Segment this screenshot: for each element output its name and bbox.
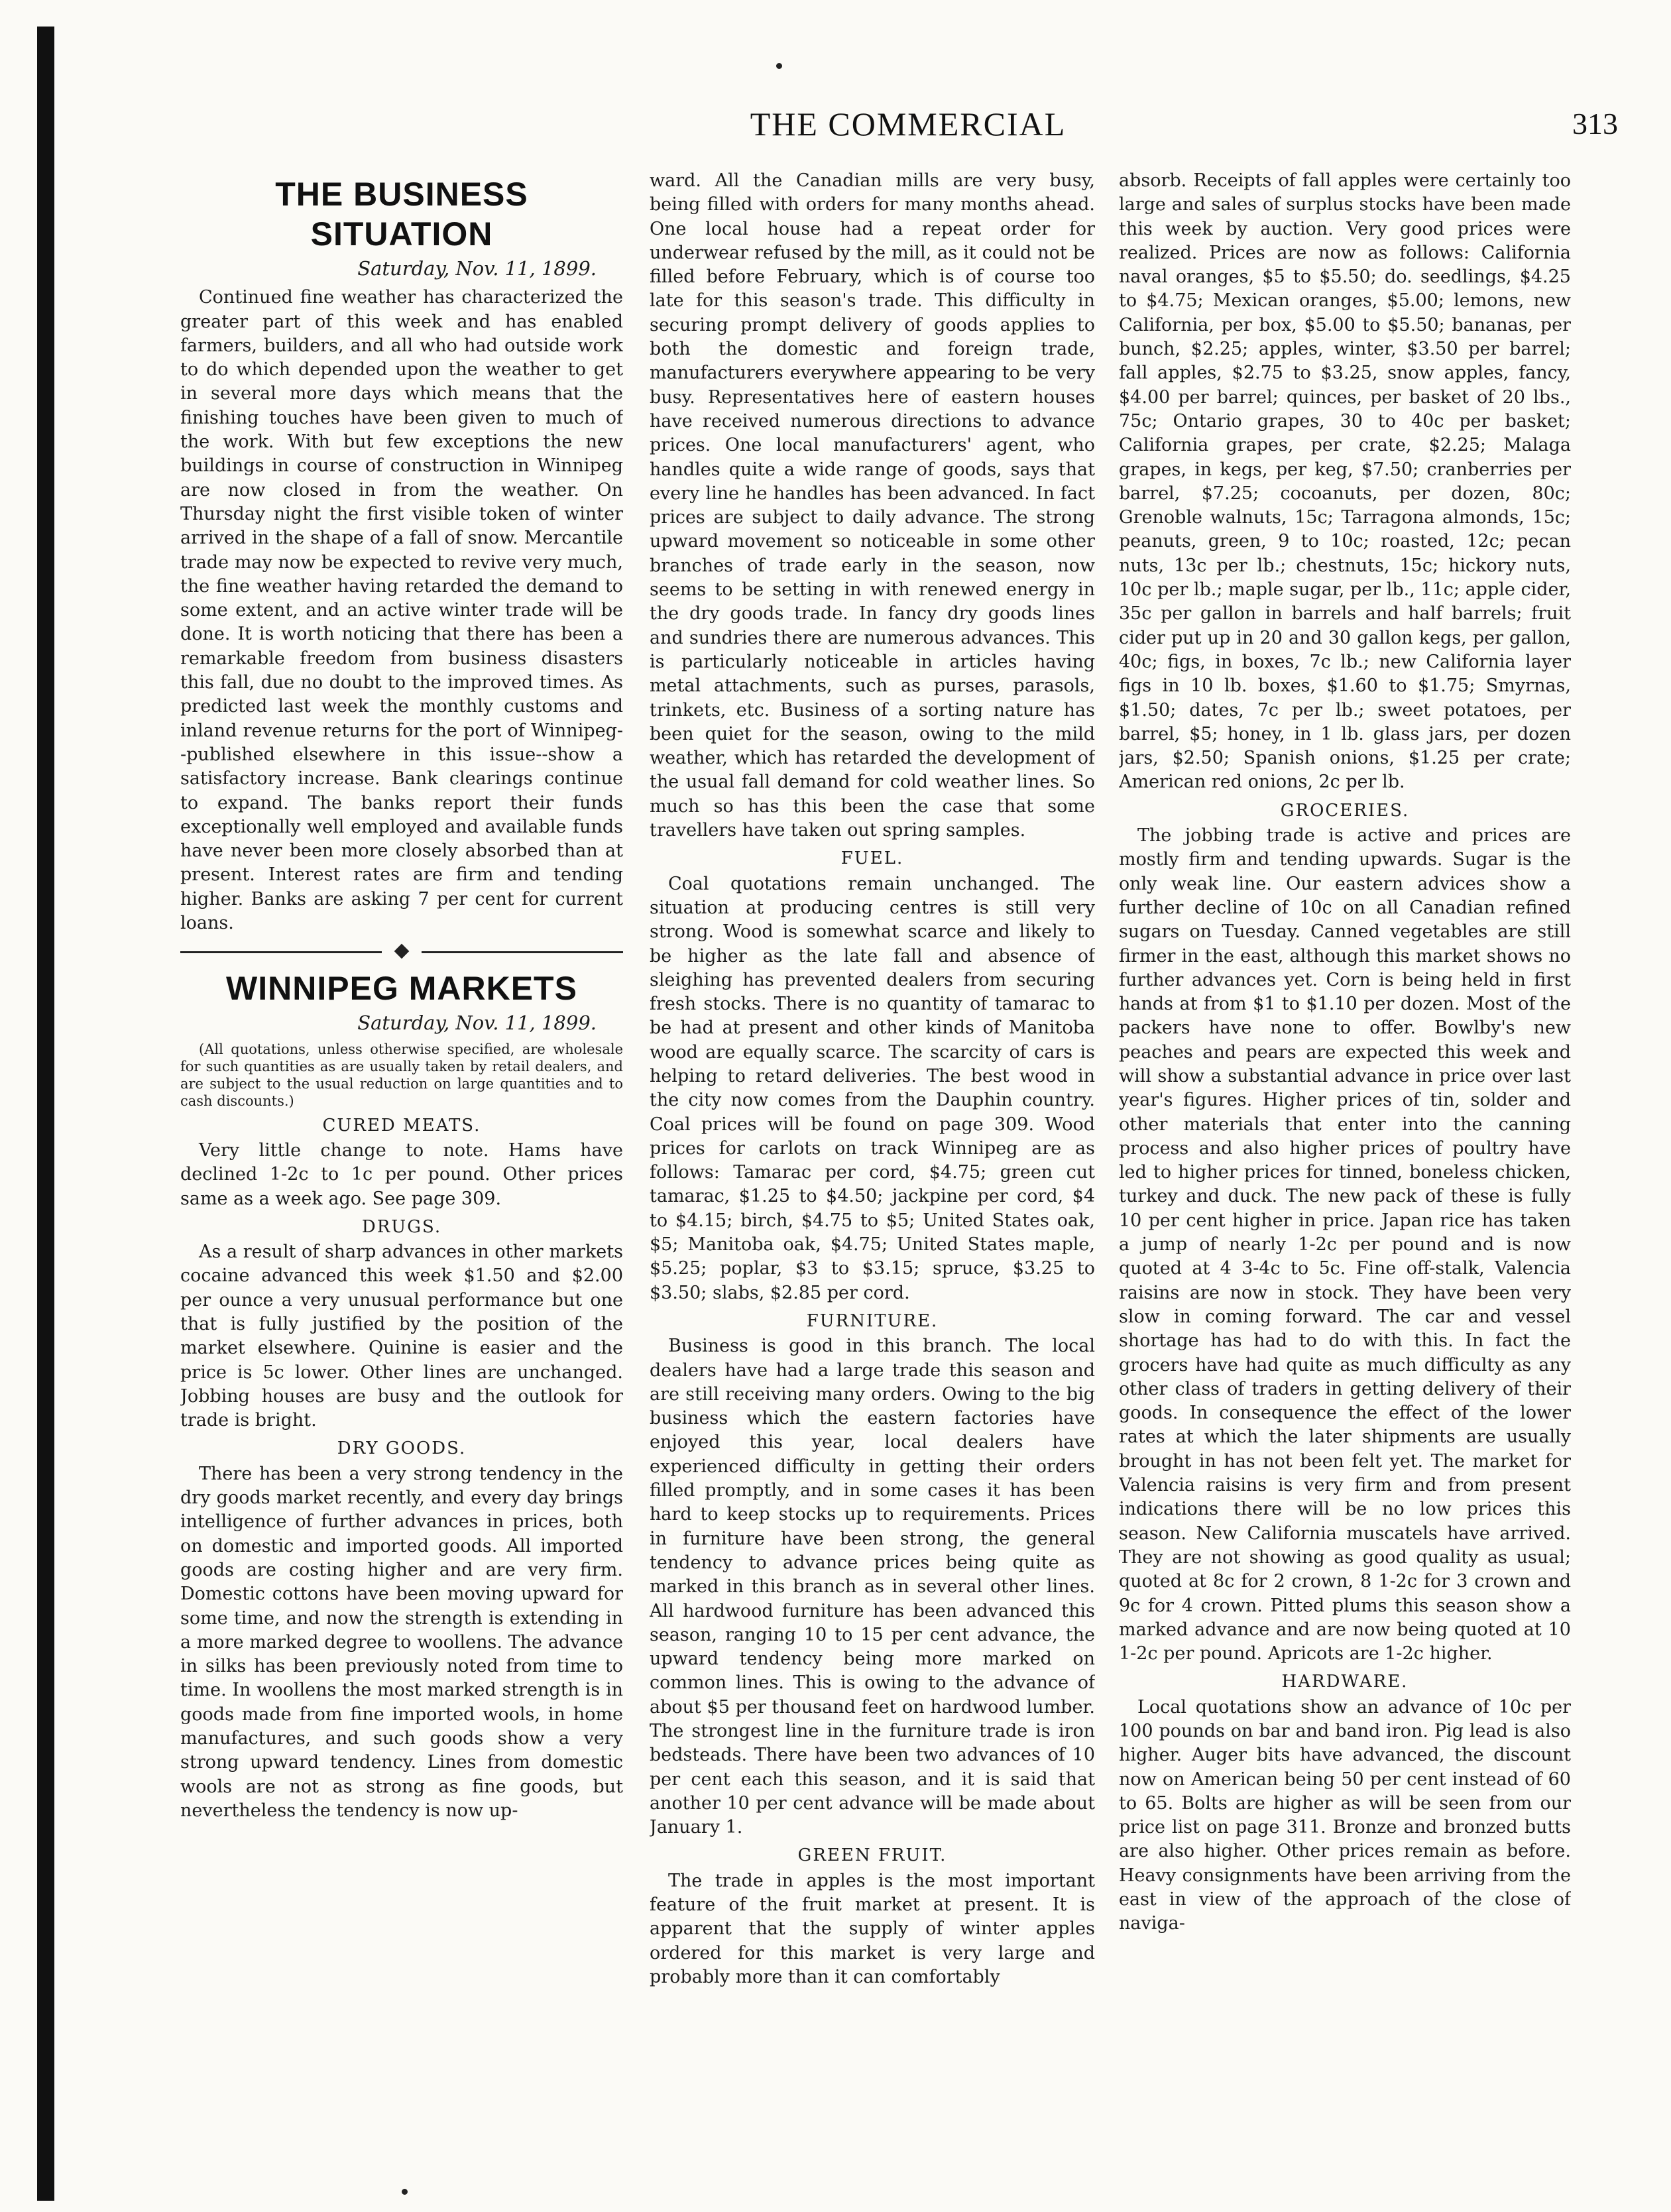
furniture-heading: FURNITURE. bbox=[806, 1310, 939, 1331]
dry-goods-heading: DRY GOODS. bbox=[337, 1438, 467, 1459]
drugs-body: As a result of sharp advances in other markets cocaine advanced this week $1.50 and $2.00 per ounce a very unusual performance but one that is fully justified by the position of the market elsewhere. Quinine is easier and the price is 5c lower. Other lines are unchanged. Jobbing houses are busy and the outlook for trade is bright. bbox=[180, 1242, 623, 1431]
drugs-heading: DRUGS. bbox=[361, 1216, 442, 1237]
groceries-body: The jobbing trade is active and prices are mostly firm and tending upwards. Sugar is the only weak line. Our eastern advices show a further decline of 10c on all Canadian refined sugars on Tuesday. Canned vegetables are still firmer in the east, although this market shows no further advances yet. Corn is being held in first hands at from $1 to $1.10 per dozen. Most of the packers have none to offer. Bowlby's new peaches and pears are expected this week and will show a substantial advance in price over last year's figures. Higher prices of tin, solder and other materials that enter into the canning process and also higher prices of poultry have led to higher prices for tinned, boneless chicken, turkey and duck. The new pack of these is fully 10 per cent higher in price. Japan rice has taken a jump of nearly 1-2c per pound and is now quoted at 4 3-4c to 5c. Fine off-stalk, Valencia raisins are now in stock. They have been very slow in coming forward. The car and vessel shortage has had to do with this. In fact the grocers have had quite as much difficulty as any other class of traders in getting delivery of their goods. In consequence the effect of the lower rates at which the later shipments are usually brought in has not been felt yet. The market for Valencia raisins is very firm and from present indications there will be no low prices this season. New California muscatels have arrived. They are not showing as good quality as usual; quoted at 8c for 2 crown, 8 1-2c for 3 crown and 9c for 4 crown. Pitted plums this season show a marked advance and are now being quoted at 10 1-2c per pound. Apricots are 1-2c higher. bbox=[1119, 825, 1571, 1664]
groceries-heading: GROCERIES. bbox=[1280, 800, 1410, 821]
dry-goods-body: There has been a very strong tendency in the dry goods market recently, and every day brings intelligence of further advances in prices, both on domestic and imported goods. All imported goods are costing higher and are very firm. Domestic cottons have been moving upward for some time, and now the strength is extending in a more marked degree to woollens. The advance in silks has been previously noted from time to time. In woollens the most marked strength is in goods made from fine imported wools, in home manufactures, and such goods show a very strong upward tendency. Lines from domestic wools are not as strong as fine goods, but nevertheless the tendency is now up- bbox=[180, 1463, 623, 1821]
green-fruit-continued: absorb. Receipts of fall apples were certainly too large and sales of surplus stocks have been made this week by auction. Very good prices were realized. Prices are now as follows: California naval oranges, $5 to $5.50; do. seedlings, $4.25 to $4.75; Mexican oranges, $5.00; lemons, new California, per box, $5.00 to $5.50; bananas, per bunch, $2.25; apples, winter, $3.50 per barrel; fall apples, $2.75 to $3.25, snow apples, fancy, $4.00 per barrel; quinces, per basket of 20 lbs., 75c; Ontario grapes, 30 to 40c per basket; California grapes, per crate, $2.25; Malaga grapes, in kegs, per keg, $7.50; cranberries per barrel, $7.25; cocoanuts, per dozen, 80c; Grenoble walnuts, 15c; Tarragona almonds, 15c; peanuts, green, 9 to 10c; roasted, 12c; pecan nuts, 13c per lb.; chestnuts, 15c; hickory nuts, 10c per lb.; maple sugar, per lb., 11c; apple cider, 35c per gallon in barrels and half barrels; fruit cider put up in 20 and 30 gallon kegs, per gallon, 40c; figs, in boxes, 7c lb.; new California layer figs in 10 lb. boxes, $1.60 to $1.75; Smyrnas, $1.50; dates, 7c per lb.; sweet potatoes, per barrel, $5; honey, in 1 lb. glass jars, per dozen jars, $2.50; Spanish onions, $1.25 per crate; American red onions, 2c per lb. bbox=[1119, 170, 1571, 793]
winnipeg-markets-headline: WINNIPEG MARKETS bbox=[226, 970, 577, 1008]
hardware-body: Local quotations show an advance of 10c per 100 pounds on bar and band iron. Pig lead is also higher. Auger bits have advanced, the discount now on American being 50 per cent instead of 60 to 65. Bolts are higher as will be seen from our price list on page 311. Bronze and bronzed butts are also higher. Other prices remain as before. Heavy consignments have been arriving from the east in view of the approach of the close of naviga- bbox=[1119, 1696, 1571, 1934]
column-1 bbox=[180, 169, 623, 2172]
cured-meats-body: Very little change to note. Hams have declined 1-2c to 1c per pound. Other prices same as a week ago. See page 309. bbox=[180, 1139, 623, 1209]
winnipeg-markets-dateline: Saturday, Nov. 11, 1899. bbox=[357, 1012, 597, 1035]
green-fruit-body: The trade in apples is the most important feature of the fruit market at present. It is apparent that the supply of winter apples ordered for this market is very large and probably more than it can comfortably bbox=[650, 1870, 1095, 1987]
speck-mark bbox=[402, 2189, 408, 2195]
furniture-body: Business is good in this branch. The local dealers have had a large trade this season and are still receiving many orders. Owing to the big business which the eastern factories have enjoyed this year, local dealers have experienced difficulty in getting their orders filled promptly, and in some cases it has been hard to keep stocks up to requirements. Prices in furniture have been strong, the general tendency to advance prices being quite as marked in this branch as in several other lines. All hardwood furniture has been advanced this season, ranging 10 to 15 per cent advance, the upward tendency being more marked on common lines. This is owing to the advance of about $5 per thousand feet on hardwood lumber. The strongest line in the furniture trade is iron bedsteads. There have been two advances of 10 per cent each this season, and it is said that another 10 per cent advance will be made about January 1. bbox=[650, 1336, 1095, 1838]
column-3 bbox=[1119, 169, 1571, 2172]
dry-goods-continued: ward. All the Canadian mills are very busy, being filled with orders for many months ahead. One local house had a repeat order for underwear refused by the mill, as it could not be filled before February, which is of course too late for this season's trade. This difficulty in securing prompt delivery of goods applies to both the domestic and foreign trade, manufacturers everywhere appearing to be very busy. Representatives here of eastern houses have received numerous directions to advance prices. One local manufacturers' agent, who handles quite a wide range of goods, says that every line he handles has been advanced. In fact prices are subject to daily advance. The strong upward movement so noticeable in some other branches of trade early in the season, now seems to be setting in with renewed energy in the dry goods trade. In fancy dry goods lines and sundries there are numerous advances. This is particularly noticeable in articles having metal attachments, such as purses, parasols, trinkets, etc. Business of a sorting nature has been quiet for the season, owing to the mild weather, which has retarded the development of the usual fall demand for cold weather lines. So much so has this been the case that some travellers have taken out spring samples. bbox=[650, 170, 1095, 841]
business-situation-headline: THE BUSINESS SITUATION bbox=[275, 176, 528, 253]
running-head-title: THE COMMERCIAL bbox=[750, 105, 1066, 143]
hardware-heading: HARDWARE. bbox=[1281, 1672, 1409, 1692]
business-situation-dateline: Saturday, Nov. 11, 1899. bbox=[357, 257, 597, 280]
business-situation-body: Continued fine weather has characterized the greater part of this week and has enabled farmers, builders, and all who had outside work to do which depended upon the weather to get in several more days which means that the finishing touches have been given to much of the work. With but few exceptions the new buildings in course of construction in Winnipeg are now closed in from the weather. On Thursday night the first visible token of winter arrived in the shape of a fall of snow. Mercantile trade may now be expected to revive very much, the fine weather having retarded the demand to some extent, and an active winter trade will be done. It is worth noticing that there has been a remarkable freedom from business disasters this fall, due no doubt to the improved times. As predicted last week the monthly customs and inland revenue returns for the port of Winnipeg--published elsewhere in this issue--show a satisfactory increase. Bank clearings continue to expand. The banks report their funds exceptionally well employed and available funds have never been more closely absorbed than at present. Interest rates are firm and tending higher. Banks are asking 7 per cent for current loans. bbox=[180, 287, 623, 934]
green-fruit-heading: GREEN FRUIT. bbox=[797, 1845, 947, 1866]
cured-meats-heading: CURED MEATS. bbox=[322, 1115, 481, 1135]
fuel-body: Coal quotations remain unchanged. The situation at producing centres is still very strong. Wood is somewhat scarce and likely to be higher as the late fall and absence of sleighing has prevented dealers from securing fresh stocks. There is no quantity of tamarac to be had at present and other kinds of Manitoba wood are equally scarce. The scarcity of cars is helping to retard deliveries. The best wood in the city now comes from the Dauphin country. Coal prices will be found on page 309. Wood prices for carlots on track Winnipeg are as follows: Tamarac per cord, $4.75; green cut tamarac, $1.25 to $4.50; jackpine per cord, $4 to $4.15; birch, $4.75 to $5; United States oak, $5; Manitoba oak, $4.75; United States maple, $5.25; poplar, $3 to $3.15; spruce, $3.25 to $3.50; slabs, $2.85 per cord. bbox=[650, 873, 1095, 1303]
binding-edge bbox=[37, 27, 54, 2201]
fuel-heading: FUEL. bbox=[840, 848, 904, 869]
column-2 bbox=[650, 169, 1095, 2172]
quotations-note: (All quotations, unless otherwise specified, are wholesale for such quantities as are usually taken by retail dealers, and are subject to the usual reduction on large quantities and to cash discounts.) bbox=[180, 1041, 623, 1109]
page-number: 313 bbox=[1572, 107, 1618, 141]
speck-mark bbox=[776, 63, 782, 69]
section-divider bbox=[180, 949, 623, 955]
